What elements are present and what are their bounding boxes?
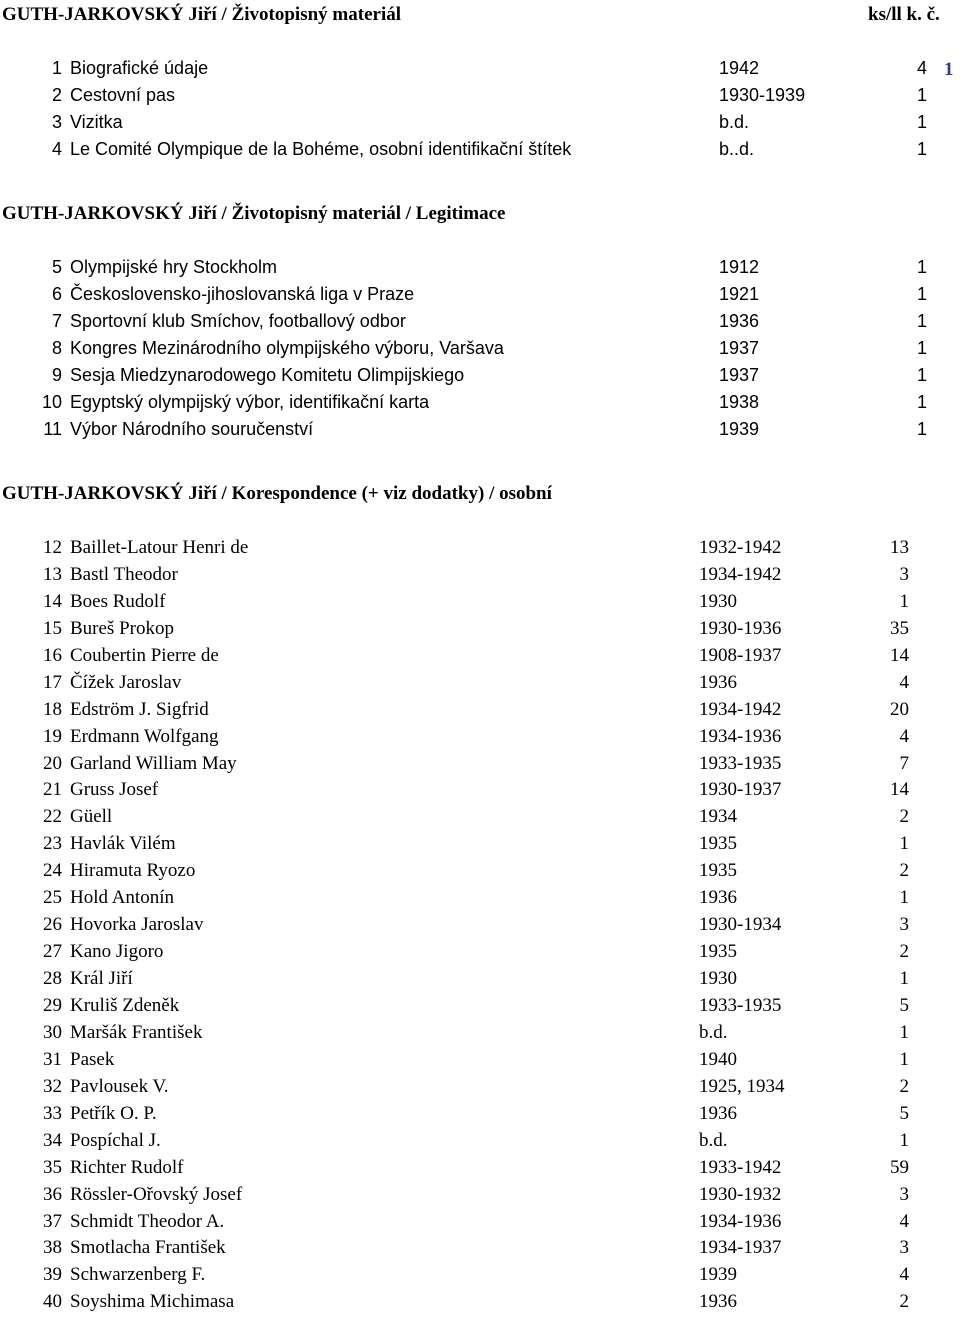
- list-item: [0, 806, 960, 833]
- item-number: 36: [43, 1183, 62, 1205]
- item-number: 3: [51, 112, 62, 132]
- item-name: Havlák Vilém: [70, 833, 176, 855]
- item-count: 1: [916, 338, 927, 358]
- item-count: 1: [916, 392, 927, 412]
- item-number: 28: [43, 968, 62, 990]
- list-item: [0, 833, 960, 860]
- list-item: [0, 726, 960, 753]
- item-name: Garland William May: [70, 752, 237, 774]
- item-number: 24: [43, 860, 62, 882]
- item-count: 1: [916, 139, 927, 159]
- item-year: 1933-1935: [699, 994, 782, 1016]
- list-item: [0, 338, 960, 365]
- item-year: 1936: [699, 887, 737, 909]
- list-item: [0, 618, 960, 645]
- item-count: 3: [899, 563, 909, 585]
- item-name: Maršák František: [70, 1021, 203, 1043]
- item-number: 32: [43, 1075, 62, 1097]
- item-year: 1935: [699, 833, 737, 855]
- item-name: Bureš Prokop: [70, 617, 174, 639]
- item-count: 2: [899, 1291, 909, 1313]
- item-year: b..d.: [719, 139, 755, 159]
- item-year: 1932-1942: [699, 537, 782, 558]
- item-count: 1: [899, 1021, 909, 1043]
- item-year: 1938: [719, 392, 760, 412]
- section-title-legitimace: GUTH-JARKOVSKÝ Jiří / Životopisný materiál / Legitimace: [2, 203, 506, 224]
- item-name: Edström J. Sigfrid: [70, 698, 209, 720]
- item-year: 1908-1937: [699, 644, 782, 666]
- list-item: [0, 419, 960, 446]
- item-count: 3: [899, 914, 909, 936]
- item-year: 1930-1937: [699, 779, 782, 801]
- item-number: 37: [43, 1210, 62, 1232]
- item-count: 14: [890, 644, 909, 666]
- item-count: 1: [899, 1129, 909, 1151]
- list-item: [0, 85, 960, 112]
- list-item: [0, 1103, 960, 1130]
- list-item: [0, 284, 960, 311]
- item-count: 2: [899, 806, 909, 828]
- item-count: 35: [890, 617, 909, 639]
- list-item: [0, 753, 960, 780]
- item-name: Biografické údaje: [70, 58, 209, 78]
- item-year: 1942: [719, 58, 760, 78]
- item-number: 25: [43, 887, 62, 909]
- item-year: 1934-1937: [699, 1237, 782, 1259]
- item-number: 11: [43, 419, 62, 439]
- item-number: 20: [43, 752, 62, 774]
- item-number: 23: [43, 833, 62, 855]
- item-year: b.d.: [719, 112, 750, 132]
- item-name: Smotlacha František: [70, 1237, 226, 1259]
- item-year: 1936: [719, 311, 760, 331]
- item-number: 31: [43, 1048, 62, 1070]
- item-number: 21: [43, 779, 62, 801]
- item-year: 1930-1934: [699, 914, 782, 936]
- item-name: Sportovní klub Smíchov, footballový odbor: [70, 311, 406, 331]
- item-number: 38: [43, 1237, 62, 1259]
- item-number: 5: [51, 257, 62, 277]
- item-count: 5: [899, 1102, 909, 1124]
- item-count: 7: [899, 752, 909, 774]
- item-number: 40: [43, 1291, 62, 1313]
- item-count: 2: [899, 1075, 909, 1097]
- list-item: [0, 1184, 960, 1211]
- item-name: Gruss Josef: [70, 779, 159, 801]
- list-item: [0, 914, 960, 941]
- item-year: 1934-1942: [699, 698, 782, 720]
- item-count: 1: [899, 887, 909, 909]
- item-name: Egyptský olympijský výbor, identifikační karta: [70, 392, 430, 412]
- list-item: [0, 1130, 960, 1157]
- item-count: 2: [899, 860, 909, 882]
- item-number: 29: [43, 994, 62, 1016]
- corner-mark: 1: [944, 59, 954, 80]
- item-name: Kongres Mezinárodního olympijského výboru, Varšava: [70, 338, 504, 358]
- item-number: 4: [51, 139, 62, 159]
- item-name: Rössler-Ořovský Josef: [70, 1183, 243, 1205]
- item-count: 5: [899, 994, 909, 1016]
- item-number: 6: [51, 284, 62, 304]
- item-name: Pasek: [70, 1048, 115, 1070]
- list-item: [0, 257, 960, 284]
- item-year: 1940: [699, 1048, 737, 1070]
- item-name: Richter Rudolf: [70, 1156, 184, 1178]
- item-year: 1934-1936: [699, 725, 782, 747]
- item-name: Soyshima Michimasa: [70, 1291, 235, 1313]
- list-item: [0, 1049, 960, 1076]
- section-title-korespondence: GUTH-JARKOVSKÝ Jiří / Korespondence (+ viz dodatky) / osobní: [2, 483, 552, 504]
- document-title: GUTH-JARKOVSKÝ Jiří / Životopisný materiál: [2, 4, 401, 25]
- item-name: Güell: [70, 806, 113, 828]
- item-name: Schmidt Theodor A.: [70, 1210, 225, 1232]
- item-name: Pavlousek V.: [70, 1075, 169, 1097]
- item-year: 1925, 1934: [699, 1075, 785, 1097]
- list-item: [0, 365, 960, 392]
- list-item: [0, 1157, 960, 1184]
- item-year: 1936: [699, 671, 737, 693]
- item-name: Bastl Theodor: [70, 563, 178, 585]
- item-year: 1936: [699, 1291, 737, 1313]
- item-name: Petřík O. P.: [70, 1102, 157, 1124]
- item-number: 19: [43, 725, 62, 747]
- item-name: Výbor Národního souručenství: [70, 419, 314, 439]
- item-name: Pospíchal J.: [70, 1129, 161, 1151]
- list-item: [0, 1076, 960, 1103]
- item-number: 9: [51, 365, 62, 385]
- item-name: Sesja Miedzynarodowego Komitetu Olimpijskiego: [70, 365, 465, 385]
- list-item: [0, 699, 960, 726]
- item-count: 59: [890, 1156, 909, 1178]
- item-name: Vizitka: [70, 112, 123, 132]
- item-number: 16: [43, 644, 62, 666]
- item-count: 4: [899, 1264, 909, 1286]
- item-name: Československo-jihoslovanská liga v Praze: [70, 284, 415, 304]
- item-name: Kano Jigoro: [70, 941, 164, 963]
- list-item: [0, 392, 960, 419]
- item-year: 1934-1942: [699, 563, 782, 585]
- item-count: 1: [916, 112, 927, 132]
- item-number: 15: [43, 617, 62, 639]
- item-number: 33: [43, 1102, 62, 1124]
- item-count: 1: [916, 365, 927, 385]
- list-item: [0, 995, 960, 1022]
- item-count: 1: [899, 968, 909, 990]
- item-name: Baillet-Latour Henri de: [70, 537, 249, 558]
- item-year: 1930: [699, 968, 737, 990]
- item-number: 12: [43, 537, 62, 558]
- item-number: 22: [43, 806, 62, 828]
- item-name: Hiramuta Ryozo: [70, 860, 196, 882]
- item-year: 1939: [699, 1264, 737, 1286]
- item-count: 14: [890, 779, 909, 801]
- item-year: 1930-1932: [699, 1183, 782, 1205]
- list-item: [0, 887, 960, 914]
- item-number: 34: [43, 1129, 62, 1151]
- list-item: [0, 1022, 960, 1049]
- item-count: 1: [916, 419, 927, 439]
- item-year: b.d.: [699, 1129, 728, 1151]
- item-count: 2: [899, 941, 909, 963]
- list-item: [0, 311, 960, 338]
- item-name: Olympijské hry Stockholm: [70, 257, 278, 277]
- list-item: [0, 112, 960, 139]
- item-name: Le Comité Olympique de la Bohéme, osobní identifikační štítek: [70, 139, 572, 159]
- item-number: 13: [43, 563, 62, 585]
- list-item: [0, 672, 960, 699]
- list-item: [0, 1237, 960, 1264]
- item-year: 1930: [699, 590, 737, 612]
- item-number: 18: [43, 698, 62, 720]
- list-item: [0, 58, 960, 85]
- item-year: 1921: [719, 284, 760, 304]
- item-count: 4: [916, 58, 927, 78]
- item-count: 1: [899, 833, 909, 855]
- item-count: 3: [899, 1237, 909, 1259]
- list-item: [0, 564, 960, 591]
- item-name: Kruliš Zdeněk: [70, 994, 180, 1016]
- item-year: 1933-1942: [699, 1156, 782, 1178]
- item-number: 26: [43, 914, 62, 936]
- item-year: 1936: [699, 1102, 737, 1124]
- list-item: [0, 1211, 960, 1238]
- item-count: 4: [899, 1210, 909, 1232]
- item-year: 1937: [719, 365, 760, 385]
- list-item: [0, 645, 960, 672]
- item-number: 17: [43, 671, 62, 693]
- item-count: 4: [899, 671, 909, 693]
- list-item: [0, 968, 960, 995]
- column-headers: ks/ll k. č.: [868, 4, 940, 25]
- list-item: [0, 941, 960, 968]
- item-count: 20: [890, 698, 909, 720]
- list-item: [0, 860, 960, 887]
- item-year: b.d.: [699, 1021, 728, 1043]
- item-name: Král Jiří: [70, 968, 133, 990]
- item-number: 7: [51, 311, 62, 331]
- item-number: 10: [41, 392, 62, 412]
- item-year: 1933-1935: [699, 752, 782, 774]
- list-item: [0, 591, 960, 618]
- item-name: Schwarzenberg F.: [70, 1264, 206, 1286]
- list-item: [0, 779, 960, 806]
- item-name: Cestovní pas: [70, 85, 176, 105]
- list-item: [0, 139, 960, 166]
- item-count: 1: [916, 284, 927, 304]
- item-name: Erdmann Wolfgang: [70, 725, 219, 747]
- item-name: Hovorka Jaroslav: [70, 914, 204, 936]
- item-count: 1: [916, 85, 927, 105]
- item-year: 1912: [719, 257, 760, 277]
- item-year: 1939: [719, 419, 760, 439]
- item-number: 30: [43, 1021, 62, 1043]
- item-count: 13: [890, 537, 909, 558]
- item-number: 39: [43, 1264, 62, 1286]
- item-count: 1: [899, 590, 909, 612]
- item-name: Hold Antonín: [70, 887, 174, 909]
- item-number: 27: [43, 941, 62, 963]
- item-year: 1934-1936: [699, 1210, 782, 1232]
- item-year: 1935: [699, 860, 737, 882]
- item-year: 1934: [699, 806, 737, 828]
- list-item: [0, 537, 960, 564]
- item-count: 1: [899, 1048, 909, 1070]
- item-count: 1: [916, 257, 927, 277]
- item-count: 1: [916, 311, 927, 331]
- item-year: 1937: [719, 338, 760, 358]
- item-year: 1935: [699, 941, 737, 963]
- item-number: 14: [43, 590, 62, 612]
- item-count: 3: [899, 1183, 909, 1205]
- list-item: [0, 1264, 960, 1291]
- item-number: 2: [51, 85, 62, 105]
- item-name: Coubertin Pierre de: [70, 644, 219, 666]
- item-number: 35: [43, 1156, 62, 1178]
- item-count: 4: [899, 725, 909, 747]
- item-number: 1: [51, 58, 62, 78]
- item-year: 1930-1939: [719, 85, 806, 105]
- item-name: Čížek Jaroslav: [70, 671, 182, 693]
- item-year: 1930-1936: [699, 617, 782, 639]
- item-number: 8: [51, 338, 62, 358]
- item-name: Boes Rudolf: [70, 590, 166, 612]
